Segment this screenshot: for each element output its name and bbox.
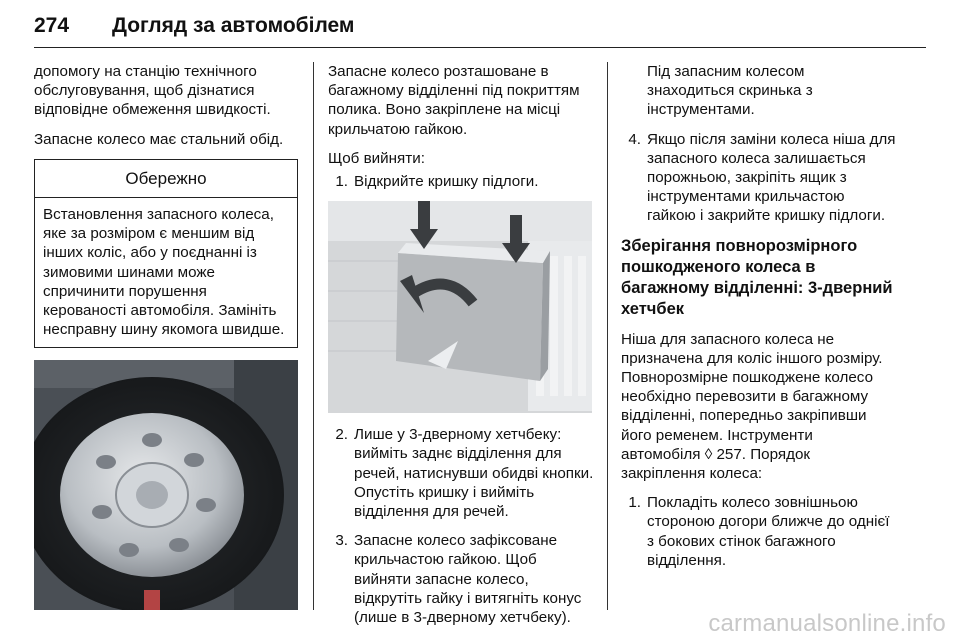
page-title: Догляд за автомобілем	[112, 14, 355, 37]
step-number-spacer	[621, 62, 647, 120]
paragraph: Щоб вийняти:	[328, 149, 425, 167]
step-number: 1.	[335, 173, 348, 191]
floor-cover-illustration	[328, 201, 592, 413]
step-text: Запасне колесо зафіксоване крильчастою гайкою. Щоб вийняти запасне колесо, відкрутіть гайку і витягніть конус (лише в 3-дверному хетчбеку).	[354, 532, 582, 627]
list-item	[328, 172, 596, 191]
column-left	[34, 62, 300, 610]
step-number: 1.	[628, 494, 641, 512]
watermark: carmanualsonline.info	[708, 610, 946, 637]
column-middle	[328, 62, 596, 637]
step-number: 2.	[335, 426, 348, 444]
list-item	[621, 130, 896, 226]
caution-heading: Обережно	[35, 160, 297, 198]
steps-list	[328, 172, 596, 627]
column-divider	[607, 62, 608, 610]
paragraph-text: . Порядок закріплення колеса:	[621, 445, 811, 483]
paragraph-text: Ніша для запасного колеса не призначена для коліс іншого розміру. Повнорозмірне пошкоджене колесо необхідно перевозити в багажному відділенні, попередньо закріпивши його ременем. Інструменти автомобіля	[621, 330, 883, 463]
list-item	[328, 531, 596, 627]
floor-cover-image	[328, 201, 592, 413]
step-text: Відкрийте кришку підлоги.	[354, 173, 539, 191]
spare-wheel-photo	[34, 360, 298, 610]
list-item-continuation	[621, 62, 896, 120]
step-text: Під запасним колесом знаходиться скринька з інструментами.	[647, 63, 813, 119]
column-right	[621, 62, 896, 580]
spare-wheel-image	[34, 360, 298, 610]
caution-box	[34, 159, 298, 349]
step-text: Якщо після заміни колеса ніша для запасного колеса залишається порожньою, закріпіть ящик з інструментами крильчастою гайкою і закрийте кришку підлоги.	[647, 130, 896, 225]
step-text: Покладіть колесо зовнішньою стороною догори ближче до однієї з бокових стінок багажного відділення.	[647, 494, 890, 569]
step-number: 3.	[335, 532, 348, 550]
paragraph: допомогу на станцію технічного обслуговування, щоб дізнатися відповідне обмеження швидкості.	[34, 63, 271, 119]
reference-arrow-icon: ◊	[704, 445, 713, 463]
page-number: 274	[34, 14, 70, 37]
paragraph	[621, 330, 896, 484]
page-header	[34, 14, 926, 48]
list-item	[328, 425, 596, 521]
paragraph: Запасне колесо має стальний обід.	[34, 130, 284, 148]
step-text: Лише у 3-дверному хетчбеку: вийміть заднє відділення для речей, натиснувши обидві кнопки. Опустіть кришку і вийміть відділення для речей.	[354, 426, 594, 521]
step-number: 4.	[628, 130, 641, 148]
paragraph: Запасне колесо розташоване в багажному відділенні під покриттям полика. Воно закріплене на місці крильчатою гайкою.	[328, 63, 580, 138]
caution-text: Встановлення запасного колеса, яке за розміром є меншим від інших коліс, або у поєднанні із зимовими шинами може спричинити порушення керованості автомобіля. Замініть несправну шину якомога швидше.	[43, 206, 285, 339]
page-reference-link[interactable]: 257	[716, 445, 742, 463]
section-heading: Зберігання повнорозмірного пошкодженого колеса в багажному відділенні: 3-дверний хетчбек	[621, 236, 893, 318]
column-divider	[313, 62, 314, 610]
list-item	[621, 493, 896, 570]
